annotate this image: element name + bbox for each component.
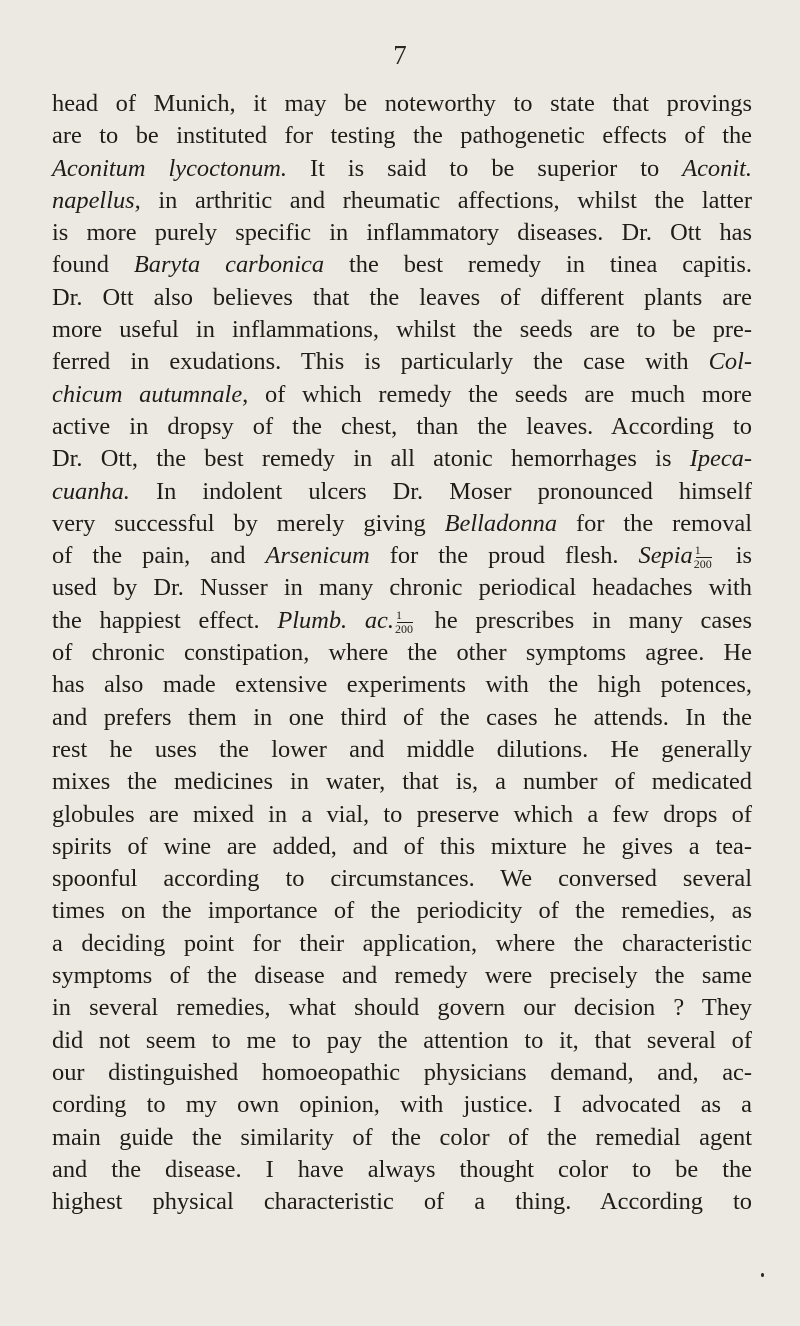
italic-term: Sepia	[638, 542, 693, 570]
text-line-30: did not seem to me to pay the attention to it, that several of	[52, 1026, 752, 1054]
text-line-1: head of Munich, it may be noteworthy to state that provings	[52, 90, 752, 117]
text-line-2: are to be instituted for testing the pathogenetic effects of the	[52, 122, 752, 150]
text-line-17: the happiest effect. Plumb. ac. $\frac{1}{200}$ he prescribes in many cases	[52, 606, 753, 636]
text-line-4: napellus, in arthritic and rheumatic affections, whilst the latter	[52, 186, 752, 214]
text-line-6: found Baryta carbonica the best remedy in tinea capitis.	[52, 251, 752, 279]
text-line-10: chicum autumnale, of which remedy the seeds are much more	[52, 380, 752, 408]
text-line-28: symptoms of the disease and remedy were precisely the same	[52, 962, 752, 990]
italic-term: Col-	[708, 348, 752, 376]
text-line-24: spirits of wine are added, and of this mixture he gives a tea-	[52, 832, 752, 860]
text-line-19: has also made extensive experiments with the high potences,	[52, 671, 752, 699]
text-line-8: more useful in inflammations, whilst the seeds are to be pre-	[52, 316, 752, 344]
text-line-22: mixes the medicines in water, that is, a number of medicated	[52, 768, 752, 796]
text-line-31: our distinguished homoeopathic physicians demand, and, ac-	[52, 1058, 752, 1086]
text-line-23: globules are mixed in a vial, to preserve which a few drops of	[52, 800, 752, 828]
text-line-25: spoonful according to circumstances. We conversed several	[52, 865, 752, 893]
fraction-one-two-hundredth	[394, 607, 414, 636]
fraction-numerator: 1	[395, 607, 402, 622]
italic-term: Belladonna	[444, 509, 558, 537]
text-line-13: cuanha. In indolent ulcers Dr. Moser pronounced himself	[52, 477, 752, 505]
italic-term: Arsenicum	[265, 542, 370, 570]
text-line-15: of the pain, and Arsenicum for the proud flesh. Sepia $\frac{1}{200}$ is	[52, 542, 752, 572]
italic-term: chicum autumnale,	[52, 380, 249, 408]
italic-term: Plumb. ac.	[277, 606, 394, 634]
italic-term: Baryta carbonica	[133, 251, 325, 279]
text-line-14: very successful by merely giving Belladonna for the removal	[52, 509, 752, 537]
body-text	[52, 88, 752, 1218]
text-line-18: of chronic constipation, where the other symptoms agree. He	[52, 639, 752, 667]
text-line-12: Dr. Ott, the best remedy in all atonic hemorrhages is Ipeca-	[52, 445, 752, 473]
text-line-21: rest he uses the lower and middle dilutions. He generally	[52, 735, 752, 763]
ink-speck	[761, 1273, 764, 1277]
text-line-34: and the disease. I have always thought color to be the	[52, 1155, 752, 1183]
text-line-16: used by Dr. Nusser in many chronic periodical headaches with	[52, 574, 752, 602]
italic-term: Ipeca-	[689, 445, 752, 473]
text-line-26: times on the importance of the periodicity of the remedies, as	[52, 897, 752, 925]
text-line-3: Aconitum lycoctonum. It is said to be superior to Aconit.	[52, 154, 752, 182]
text-line-20: and prefers them in one third of the cases he attends. In the	[52, 703, 752, 731]
italic-term: Aconit.	[682, 154, 752, 182]
text-line-27: a deciding point for their application, where the characteristic	[52, 929, 752, 957]
italic-term: Aconitum lycoctonum.	[52, 154, 287, 182]
fraction-numerator: 1	[694, 543, 701, 558]
text-line-11: active in dropsy of the chest, than the leaves. According to	[52, 412, 752, 440]
text-line-33: main guide the similarity of the color of the remedial agent	[52, 1123, 752, 1151]
page-number: 7	[393, 40, 407, 70]
fraction-one-two-hundredth	[693, 543, 713, 572]
fraction-denominator: 200	[394, 621, 413, 636]
italic-term: napellus,	[52, 186, 141, 214]
text-line-29: in several remedies, what should govern our decision ? They	[52, 994, 752, 1022]
text-line-5: is more purely specific in inflammatory diseases. Dr. Ott has	[52, 219, 752, 247]
text-line-7: Dr. Ott also believes that the leaves of different plants are	[52, 283, 752, 311]
italic-term: cuanha.	[52, 477, 130, 505]
text-line-35: highest physical characteristic of a thing. According to	[52, 1188, 752, 1216]
text-line-32: cording to my own opinion, with justice. I advocated as a	[52, 1091, 752, 1119]
text-line-9: ferred in exudations. This is particularly the case with Col-	[52, 348, 752, 376]
fraction-denominator: 200	[693, 557, 712, 572]
